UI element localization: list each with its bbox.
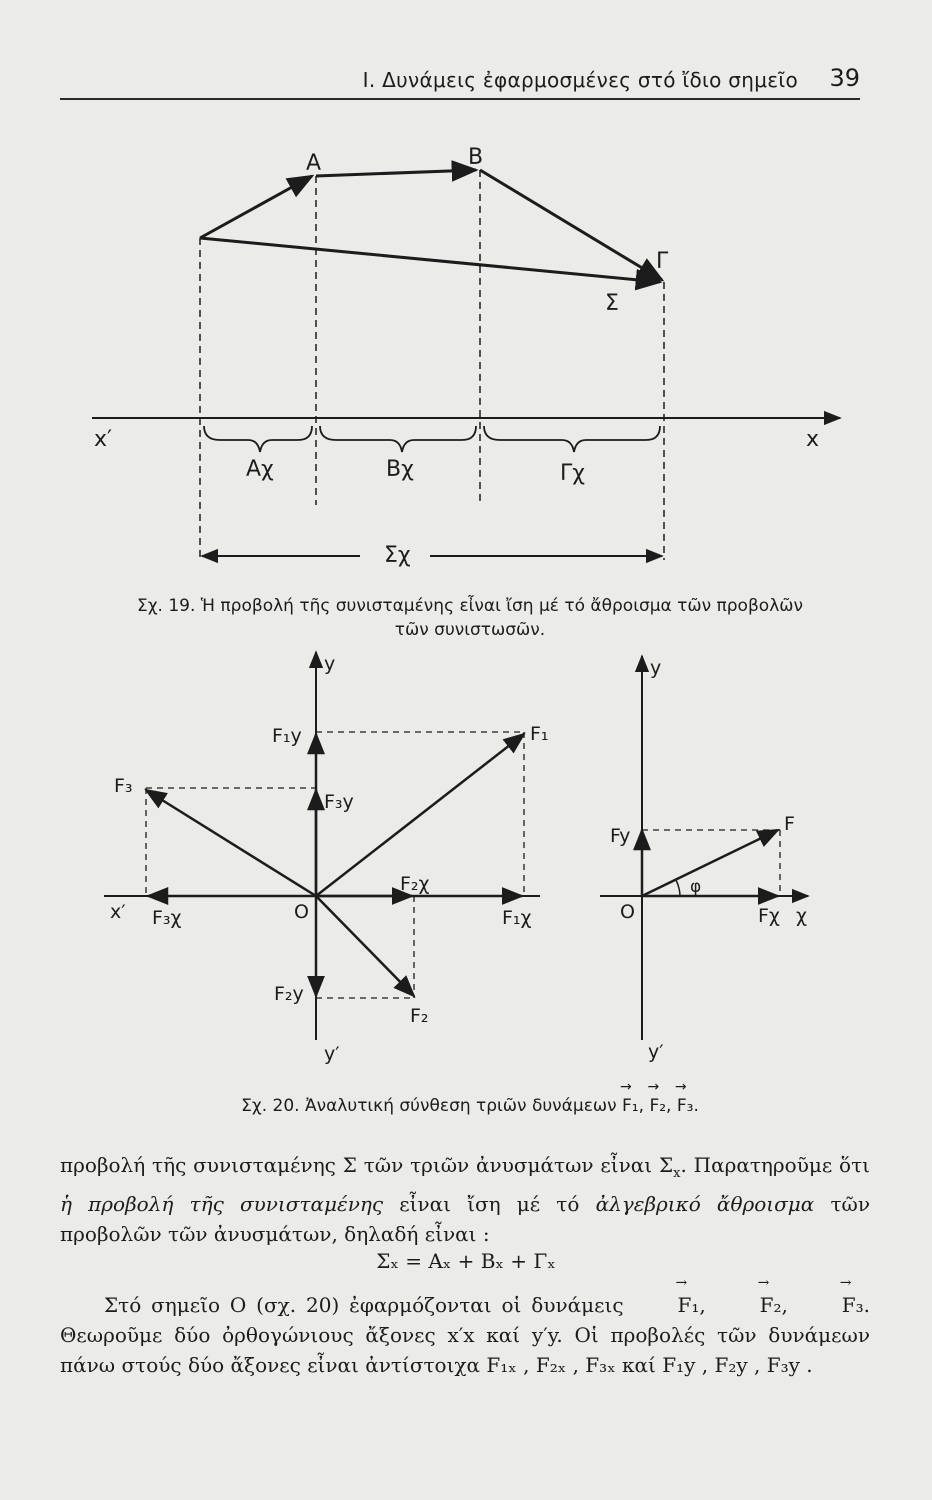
p1-italic-1: ἡ προβολή τῆς συνισταμένης <box>60 1192 384 1216</box>
label-right-O: O <box>620 901 635 923</box>
label-A: Α <box>306 151 322 176</box>
vector-F1 <box>316 734 524 896</box>
paragraph-forces: Στό σημεῖο O (σχ. 20) ἐφαρμόζονται οἱ δυνάμεις → F₁, → F₂, → F₃. Θεωροῦμε δύο ὀρθογώνιους ἄξονες x′x καί y′y. Οἱ προβολές τῶν δυνάμεων πάνω στούς δύο ἄξονες εἶναι ἀντίστοιχα F₁ₓ , F₂ₓ , F₃ₓ καί F₁y , F₂y , F₃y . <box>60 1290 870 1380</box>
label-Fx: Fχ <box>758 905 780 927</box>
label-F1: F₁ <box>530 723 549 745</box>
figure-20-left-labels <box>110 653 549 1065</box>
label-F3y: F₃y <box>324 791 354 813</box>
figure-19 <box>92 170 840 560</box>
figure-20-caption: Σχ. 20. Ἀναλυτική σύνθεση τριῶν δυνάμεων → F₁, → F₂, → F₃. <box>150 1094 790 1118</box>
figure-19-labels <box>94 145 819 568</box>
brace-Gx <box>484 426 660 452</box>
label-S: Σ <box>605 291 619 316</box>
caption-vector-F1: → F₁ <box>622 1094 639 1118</box>
label-Sx: Σχ <box>384 543 411 568</box>
label-Fy: Fy <box>610 825 631 847</box>
vector-A <box>200 176 312 238</box>
p1-text-b: . Παρατηροῦμε ὅτι <box>680 1153 870 1177</box>
label-Ax: Αχ <box>246 457 274 482</box>
equation-sum-projections: Σₓ = Aₓ + Bₓ + Γₓ <box>376 1249 556 1273</box>
label-phi: φ <box>690 877 702 897</box>
caption-vector-F3: → F₃ <box>677 1094 694 1118</box>
label-G: Γ <box>656 249 669 274</box>
figure-20-caption-text: Σχ. 20. Ἀναλυτική σύνθεση τριῶν δυνάμεων <box>241 1096 617 1116</box>
figure-20-right-labels <box>610 657 807 1063</box>
label-F3: F₃ <box>114 775 133 797</box>
p1-italic-2: ἀλγεβρικό ἄθροισμα <box>595 1192 815 1216</box>
vector-B <box>316 170 476 176</box>
p1-text-d: τῶν προβολῶν τῶν ἀνυσμάτων, δηλαδή εἶναι : <box>60 1192 870 1246</box>
p2-text-b: . Θεωροῦμε δύο ὀρθογώνιους ἄξονες x′x καί y′y. Οἱ προβολές τῶν δυνάμεων πάνω στούς δύο ἄξονες εἶναι ἀντίστοιχα F₁ₓ , F₂ₓ , F₃ₓ καί F₁y , F₂y , F₃y . <box>60 1293 871 1377</box>
vector-F <box>642 830 778 896</box>
label-Bx: Βχ <box>386 457 414 482</box>
p2-text-a: Στό σημεῖο O (σχ. 20) ἐφαρμόζονται οἱ δυνάμεις <box>104 1293 624 1317</box>
angle-arc-phi <box>676 880 680 896</box>
brace-Ax <box>204 426 312 452</box>
p2-vector-F3: → F₃ <box>798 1290 864 1320</box>
vector-F2 <box>316 896 414 996</box>
p1-text-c: εἶναι ἴση μέ τό <box>383 1192 596 1216</box>
caption-vector-F2: → F₂ <box>649 1094 666 1118</box>
label-left-O: O <box>294 901 309 923</box>
label-F1y: F₁y <box>272 725 302 747</box>
p2-vector-F2: → F₂ <box>716 1290 782 1320</box>
page-number: 39 <box>829 64 860 92</box>
label-Gx: Γχ <box>560 461 585 486</box>
label-F2: F₂ <box>410 1005 429 1027</box>
label-left-y-neg: y′ <box>324 1043 340 1065</box>
label-F: F <box>784 813 795 835</box>
paragraph-projection <box>60 1150 870 1249</box>
label-x-pos: x <box>806 427 820 452</box>
p1-text-a: προβολή τῆς συνισταμένης Σ τῶν τριῶν ἀνυσμάτων εἶναι Σ <box>60 1153 674 1177</box>
label-left-y: y <box>324 653 336 675</box>
label-B: Β <box>468 145 484 170</box>
label-right-y: y <box>650 657 662 679</box>
vector-F3 <box>146 790 316 896</box>
label-F3x: F₃χ <box>152 907 182 929</box>
figure-19-caption: Σχ. 19. Ἡ προβολή τῆς συνισταμένης εἶναι ἴση μέ τό ἄθροισμα τῶν προβολῶν τῶν συνιστωσῶν. <box>137 596 803 640</box>
label-x-neg: x′ <box>94 427 113 452</box>
running-title: Ι. Δυνάμεις ἐφαρμοσμένες στό ἴδιο σημεῖο <box>362 68 798 92</box>
vector-S <box>200 238 660 282</box>
label-F2y: F₂y <box>274 983 304 1005</box>
vector-G <box>480 170 662 280</box>
label-x-right: χ <box>796 905 807 927</box>
label-right-y-neg: y′ <box>648 1041 664 1063</box>
brace-Bx <box>320 426 476 452</box>
label-F2x: F₂χ <box>400 873 430 895</box>
figure-20-right <box>600 656 808 1040</box>
label-left-x-neg: x′ <box>110 901 126 923</box>
label-F1x: F₁χ <box>502 907 532 929</box>
p2-vector-F1: → F₁ <box>633 1290 699 1320</box>
p1-subscript: x <box>673 1166 681 1181</box>
figure-20-left <box>104 652 540 1040</box>
